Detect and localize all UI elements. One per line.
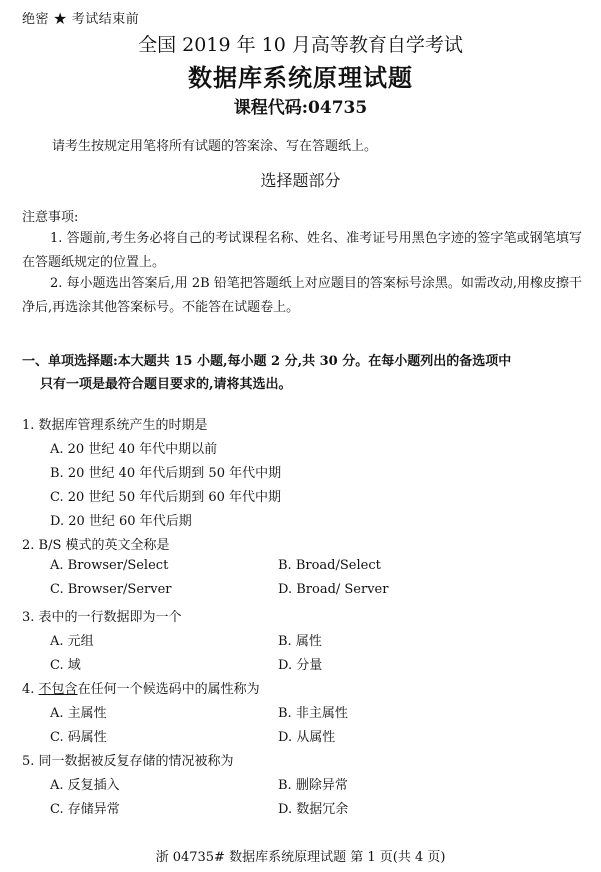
question-option: D. 从属性 [278, 730, 336, 745]
question-stem [22, 678, 260, 697]
question-option: D. 20 世纪 60 年代后期 [50, 514, 192, 529]
question-option: A. 反复插入 [50, 778, 120, 793]
part-heading-line2: 只有一项是最符合题目要求的,请将其选出。 [40, 377, 292, 392]
question-option: C. 域 [50, 658, 81, 673]
question-option: C. 存储异常 [50, 802, 120, 817]
question-option: C. Browser/Server [50, 582, 172, 597]
question-option: A. 20 世纪 40 年代中期以前 [50, 442, 218, 457]
question-stem: 1. 数据库管理系统产生的时期是 [22, 418, 208, 433]
question-stem: 2. B/S 模式的英文全称是 [22, 538, 170, 553]
question-option: C. 20 世纪 50 年代后期到 60 年代中期 [50, 490, 282, 505]
question-option: B. 删除异常 [278, 778, 348, 793]
confidential-label: 绝密 ★ 考试结束前 [22, 12, 140, 27]
question-option: B. Broad/Select [278, 558, 381, 573]
question-option: B. 非主属性 [278, 706, 348, 721]
note-item: 1. 答题前,考生务必将自己的考试课程名称、姓名、准考证号用黑色字迹的签字笔或钢笔填写在答题纸规定的位置上。 [22, 231, 582, 270]
question-option: A. Browser/Select [50, 558, 169, 573]
note-item: 2. 每小题选出答案后,用 2B 铅笔把答题纸上对应题目的答案标号涂黑。如需改动,用橡皮擦干净后,再选涂其他答案标号。不能答在试题卷上。 [22, 276, 582, 315]
question-option: C. 码属性 [50, 730, 107, 745]
question-option: D. Broad/ Server [278, 582, 389, 597]
part-heading [22, 350, 582, 396]
question-option: B. 20 世纪 40 年代后期到 50 年代中期 [50, 466, 282, 481]
question-stem: 3. 表中的一行数据即为一个 [22, 610, 182, 625]
question-option: D. 分量 [278, 658, 323, 673]
page-footer: 浙 04735# 数据库系统原理试题 第 1 页(共 4 页) [155, 850, 446, 865]
question-stem: 5. 同一数据被反复存储的情况被称为 [22, 754, 234, 769]
underlined-keyword: 不包含 [38, 682, 78, 697]
notes-heading: 注意事项: [22, 210, 79, 225]
question-option: D. 数据冗余 [278, 802, 349, 817]
exam-title: 全国 2019 年 10 月高等教育自学考试 [138, 34, 463, 56]
question-number: 4. [22, 682, 39, 697]
question-option: B. 属性 [278, 634, 322, 649]
course-code: 课程代码:04735 [233, 98, 368, 118]
question-stem-rest: 在任何一个候选码中的属性称为 [77, 682, 260, 697]
paper-title: 数据库系统原理试题 [188, 63, 413, 92]
question-option: A. 主属性 [50, 706, 107, 721]
section-title: 选择题部分 [260, 171, 341, 190]
part-heading-line1: 一、单项选择题:本大题共 15 小题,每小题 2 分,共 30 分。在每小题列出的备选项中 [22, 354, 512, 369]
instruction-text: 请考生按规定用笔将所有试题的答案涂、写在答题纸上。 [52, 139, 378, 154]
question-option: A. 元组 [50, 634, 94, 649]
